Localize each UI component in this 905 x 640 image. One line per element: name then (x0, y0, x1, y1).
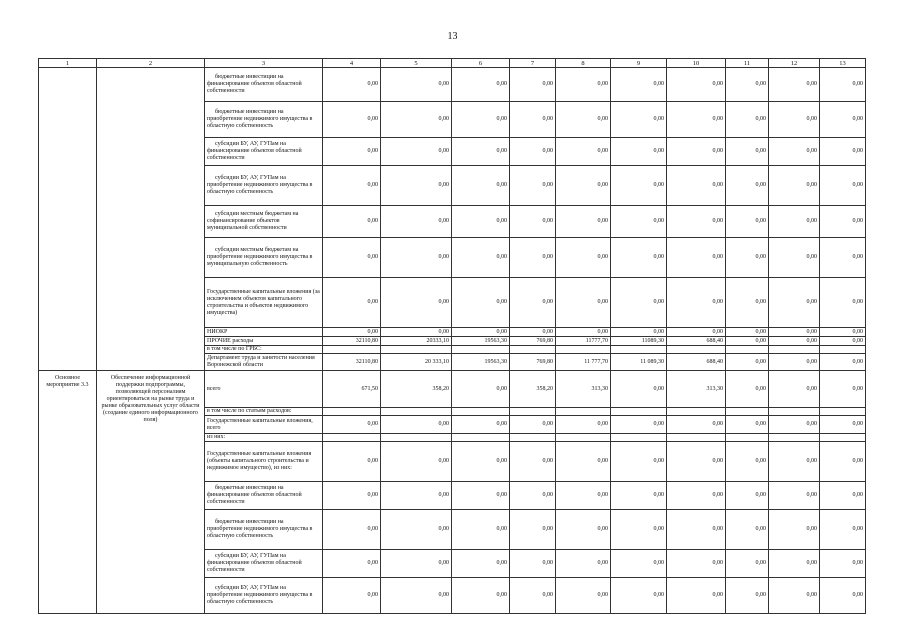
value-cell (556, 408, 611, 416)
value-cell (556, 346, 611, 354)
value-cell: 0,00 (381, 278, 452, 328)
value-cell: 0,00 (556, 482, 611, 510)
table-row (39, 371, 866, 408)
value-cell: 0,00 (510, 278, 556, 328)
row-label: субсидии БУ, АУ, ГУПам на финансирование объектов областной собственности (205, 138, 323, 166)
value-cell: 0,00 (381, 206, 452, 238)
value-cell: 0,00 (556, 102, 611, 138)
value-cell (820, 434, 866, 442)
value-cell: 0,00 (323, 442, 381, 482)
value-cell: 0,00 (611, 68, 667, 102)
value-cell (820, 408, 866, 416)
value-cell: 0,00 (510, 510, 556, 550)
value-cell: 0,00 (510, 550, 556, 578)
value-cell: 0,00 (667, 482, 726, 510)
value-cell: 0,00 (726, 68, 769, 102)
value-cell: 11777,70 (556, 337, 611, 346)
value-cell: 0,00 (667, 416, 726, 434)
value-cell: 19563,30 (452, 337, 510, 346)
value-cell: 0,00 (769, 166, 820, 206)
value-cell: 0,00 (510, 68, 556, 102)
value-cell: 0,00 (381, 550, 452, 578)
value-cell: 11089,30 (611, 337, 667, 346)
value-cell: 0,00 (726, 206, 769, 238)
value-cell: 0,00 (556, 550, 611, 578)
value-cell: 0,00 (510, 482, 556, 510)
value-cell: 0,00 (611, 206, 667, 238)
value-cell: 0,00 (726, 354, 769, 371)
value-cell: 0,00 (452, 166, 510, 206)
value-cell: 0,00 (726, 337, 769, 346)
value-cell: 0,00 (556, 68, 611, 102)
column-number-row (39, 59, 866, 68)
value-cell: 0,00 (726, 550, 769, 578)
column-number-10: 10 (667, 59, 726, 68)
value-cell: 0,00 (611, 278, 667, 328)
column-number-5: 5 (381, 59, 452, 68)
value-cell: 0,00 (820, 328, 866, 337)
value-cell: 0,00 (323, 550, 381, 578)
value-cell: 0,00 (667, 102, 726, 138)
value-cell: 0,00 (726, 138, 769, 166)
value-cell: 0,00 (556, 578, 611, 614)
value-cell: 0,00 (667, 68, 726, 102)
value-cell: 0,00 (726, 238, 769, 278)
value-cell (381, 434, 452, 442)
value-cell: 0,00 (381, 138, 452, 166)
value-cell: 0,00 (556, 416, 611, 434)
value-cell: 0,00 (510, 328, 556, 337)
value-cell: 0,00 (820, 578, 866, 614)
value-cell (820, 346, 866, 354)
value-cell: 0,00 (323, 68, 381, 102)
value-cell: 313,30 (556, 371, 611, 408)
value-cell: 0,00 (769, 238, 820, 278)
value-cell: 0,00 (510, 138, 556, 166)
page-number: 13 (447, 31, 458, 42)
value-cell: 0,00 (726, 278, 769, 328)
value-cell (769, 434, 820, 442)
value-cell: 0,00 (452, 102, 510, 138)
value-cell: 0,00 (820, 550, 866, 578)
value-cell (452, 346, 510, 354)
value-cell: 0,00 (726, 328, 769, 337)
column-number-11: 11 (726, 59, 769, 68)
value-cell: 0,00 (769, 371, 820, 408)
value-cell: 0,00 (820, 482, 866, 510)
value-cell (769, 408, 820, 416)
column-number-13: 13 (820, 59, 866, 68)
value-cell (611, 408, 667, 416)
value-cell (556, 434, 611, 442)
row-label: Государственные капитальные вложения (за исключением объектов капитального строительства и объектов недвижимого имущества) (205, 278, 323, 328)
value-cell: 0,00 (381, 68, 452, 102)
value-cell: 0,00 (381, 328, 452, 337)
value-cell: 0,00 (323, 238, 381, 278)
value-cell: 0,00 (452, 578, 510, 614)
value-cell: 0,00 (667, 510, 726, 550)
value-cell: 0,00 (769, 138, 820, 166)
row-label: субсидии местным бюджетам на приобретение недвижимого имущества в муниципальную собственность (205, 238, 323, 278)
value-cell (323, 408, 381, 416)
value-cell: 0,00 (556, 166, 611, 206)
value-cell: 32110,80 (323, 337, 381, 346)
value-cell: 0,00 (452, 278, 510, 328)
value-cell: 0,00 (820, 206, 866, 238)
value-cell: 0,00 (820, 166, 866, 206)
value-cell: 0,00 (452, 510, 510, 550)
value-cell (452, 408, 510, 416)
value-cell: 0,00 (667, 328, 726, 337)
value-cell: 0,00 (381, 578, 452, 614)
row-label: всего (205, 371, 323, 408)
value-cell: 0,00 (820, 138, 866, 166)
value-cell: 0,00 (611, 102, 667, 138)
value-cell: 0,00 (510, 416, 556, 434)
value-cell: 0,00 (820, 442, 866, 482)
value-cell: 0,00 (323, 510, 381, 550)
column-number-1: 1 (39, 59, 97, 68)
row-label: ПРОЧИЕ расходы (205, 337, 323, 346)
value-cell: 0,00 (769, 442, 820, 482)
value-cell: 0,00 (323, 328, 381, 337)
value-cell: 0,00 (323, 416, 381, 434)
value-cell (323, 346, 381, 354)
value-cell: 0,00 (323, 278, 381, 328)
value-cell: 0,00 (726, 510, 769, 550)
value-cell: 0,00 (726, 166, 769, 206)
value-cell: 0,00 (667, 206, 726, 238)
row-label: бюджетные инвестиции на приобретение недвижимого имущества в областную собственность (205, 102, 323, 138)
row-label: из них: (205, 434, 323, 442)
description-cell-empty (97, 68, 205, 371)
value-cell: 0,00 (769, 102, 820, 138)
value-cell: 0,00 (556, 442, 611, 482)
value-cell (510, 346, 556, 354)
value-cell (452, 434, 510, 442)
row-label: бюджетные инвестиции на финансирование объектов областной собственности (205, 68, 323, 102)
column-number-7: 7 (510, 59, 556, 68)
value-cell: 0,00 (323, 578, 381, 614)
event-description: Обеспечение информационной поддержки подпрограммы, позволяющей персоналиям ориентироваться на рынке труда и рынке образовательных услуг области (создание единого информационного поля) (97, 371, 205, 614)
value-cell: 0,00 (726, 482, 769, 510)
row-label: НИОКР (205, 328, 323, 337)
value-cell: 0,00 (726, 102, 769, 138)
value-cell: 0,00 (611, 578, 667, 614)
value-cell: 0,00 (381, 442, 452, 482)
budget-table (38, 58, 866, 614)
value-cell (323, 434, 381, 442)
value-cell: 0,00 (452, 328, 510, 337)
value-cell: 0,00 (769, 68, 820, 102)
value-cell: 0,00 (323, 206, 381, 238)
value-cell: 0,00 (323, 482, 381, 510)
value-cell: 0,00 (323, 166, 381, 206)
value-cell (667, 434, 726, 442)
column-number-9: 9 (611, 59, 667, 68)
value-cell: 0,00 (820, 416, 866, 434)
value-cell: 11 089,30 (611, 354, 667, 371)
value-cell: 0,00 (452, 482, 510, 510)
value-cell: 0,00 (820, 102, 866, 138)
value-cell: 0,00 (323, 138, 381, 166)
value-cell: 20 333,10 (381, 354, 452, 371)
value-cell: 0,00 (667, 278, 726, 328)
column-number-6: 6 (452, 59, 510, 68)
row-label: субсидии БУ, АУ, ГУПам на финансирование объектов областной собственности (205, 550, 323, 578)
row-label: субсидии местным бюджетам на софинансирование объектов муниципальной собственности (205, 206, 323, 238)
value-cell: 20333,10 (381, 337, 452, 346)
value-cell: 0,00 (611, 328, 667, 337)
value-cell: 0,00 (769, 337, 820, 346)
value-cell: 0,00 (726, 578, 769, 614)
value-cell: 0,00 (556, 206, 611, 238)
value-cell: 769,80 (510, 354, 556, 371)
value-cell: 0,00 (452, 442, 510, 482)
value-cell: 0,00 (611, 442, 667, 482)
value-cell: 0,00 (556, 510, 611, 550)
value-cell: 769,80 (510, 337, 556, 346)
value-cell: 0,00 (820, 68, 866, 102)
row-label: бюджетные инвестиции на приобретение недвижимого имущества в областную собственность (205, 510, 323, 550)
value-cell: 0,00 (820, 238, 866, 278)
value-cell: 0,00 (452, 550, 510, 578)
value-cell: 0,00 (510, 238, 556, 278)
value-cell: 0,00 (556, 238, 611, 278)
value-cell (726, 434, 769, 442)
value-cell: 0,00 (769, 278, 820, 328)
value-cell: 0,00 (820, 278, 866, 328)
value-cell: 0,00 (452, 371, 510, 408)
row-label: субсидии БУ, АУ, ГУПам на приобретение недвижимого имущества в областную собственность (205, 166, 323, 206)
value-cell: 0,00 (381, 166, 452, 206)
row-label: Государственные капитальные вложения (объекты капитального строительства и недвижимое имущество), из них: (205, 442, 323, 482)
value-cell: 19563,30 (452, 354, 510, 371)
value-cell: 0,00 (611, 138, 667, 166)
value-cell: 0,00 (769, 482, 820, 510)
column-number-12: 12 (769, 59, 820, 68)
value-cell (726, 346, 769, 354)
value-cell: 0,00 (556, 328, 611, 337)
value-cell: 0,00 (769, 416, 820, 434)
value-cell: 0,00 (726, 442, 769, 482)
value-cell: 0,00 (611, 166, 667, 206)
value-cell (510, 434, 556, 442)
table-row (39, 68, 866, 102)
column-number-8: 8 (556, 59, 611, 68)
value-cell: 0,00 (726, 416, 769, 434)
value-cell: 0,00 (726, 371, 769, 408)
row-label: Государственные капитальные вложения, всего (205, 416, 323, 434)
value-cell: 0,00 (556, 278, 611, 328)
value-cell: 0,00 (611, 371, 667, 408)
value-cell: 0,00 (820, 510, 866, 550)
value-cell: 0,00 (556, 138, 611, 166)
value-cell: 0,00 (381, 102, 452, 138)
value-cell: 0,00 (611, 416, 667, 434)
value-cell: 358,20 (381, 371, 452, 408)
value-cell: 671,50 (323, 371, 381, 408)
value-cell: 0,00 (769, 578, 820, 614)
value-cell: 0,00 (611, 550, 667, 578)
value-cell: 0,00 (323, 102, 381, 138)
value-cell: 0,00 (510, 166, 556, 206)
value-cell: 0,00 (452, 138, 510, 166)
value-cell: 0,00 (381, 416, 452, 434)
value-cell: 0,00 (611, 510, 667, 550)
value-cell: 0,00 (820, 371, 866, 408)
value-cell (611, 434, 667, 442)
value-cell: 0,00 (611, 482, 667, 510)
value-cell: 0,00 (381, 238, 452, 278)
value-cell: 0,00 (452, 206, 510, 238)
value-cell: 313,30 (667, 371, 726, 408)
value-cell: 0,00 (667, 166, 726, 206)
value-cell: 0,00 (452, 68, 510, 102)
column-number-3: 3 (205, 59, 323, 68)
event-cell-empty (39, 68, 97, 371)
value-cell: 688,40 (667, 354, 726, 371)
row-label: в том числе по ГРБС: (205, 346, 323, 354)
value-cell (510, 408, 556, 416)
value-cell: 0,00 (820, 354, 866, 371)
value-cell: 0,00 (611, 238, 667, 278)
value-cell (381, 346, 452, 354)
row-label: Департамент труда и занятости населения Воронежской области (205, 354, 323, 371)
row-label: в том числе по статьям расходов: (205, 408, 323, 416)
value-cell: 0,00 (667, 238, 726, 278)
value-cell: 0,00 (667, 578, 726, 614)
value-cell (611, 346, 667, 354)
value-cell: 0,00 (667, 138, 726, 166)
value-cell: 0,00 (769, 510, 820, 550)
column-number-4: 4 (323, 59, 381, 68)
value-cell: 11 777,70 (556, 354, 611, 371)
value-cell: 0,00 (510, 442, 556, 482)
value-cell: 0,00 (510, 578, 556, 614)
value-cell: 0,00 (381, 482, 452, 510)
value-cell (381, 408, 452, 416)
value-cell: 0,00 (769, 206, 820, 238)
value-cell: 0,00 (452, 416, 510, 434)
value-cell (769, 346, 820, 354)
value-cell (726, 408, 769, 416)
value-cell: 32110,80 (323, 354, 381, 371)
value-cell: 0,00 (510, 102, 556, 138)
value-cell: 0,00 (510, 206, 556, 238)
value-cell: 358,20 (510, 371, 556, 408)
column-number-2: 2 (97, 59, 205, 68)
value-cell: 0,00 (769, 354, 820, 371)
value-cell: 0,00 (667, 550, 726, 578)
value-cell: 0,00 (820, 337, 866, 346)
value-cell: 0,00 (452, 238, 510, 278)
value-cell (667, 346, 726, 354)
value-cell (667, 408, 726, 416)
value-cell: 0,00 (769, 328, 820, 337)
value-cell: 0,00 (769, 550, 820, 578)
value-cell: 0,00 (667, 442, 726, 482)
event-name: Основное мероприятие 3.3 (39, 371, 97, 614)
row-label: бюджетные инвестиции на финансирование объектов областной собственности (205, 482, 323, 510)
value-cell: 0,00 (381, 510, 452, 550)
value-cell: 688,40 (667, 337, 726, 346)
row-label: субсидии БУ, АУ, ГУПам на приобретение недвижимого имущества в областную собственность (205, 578, 323, 614)
